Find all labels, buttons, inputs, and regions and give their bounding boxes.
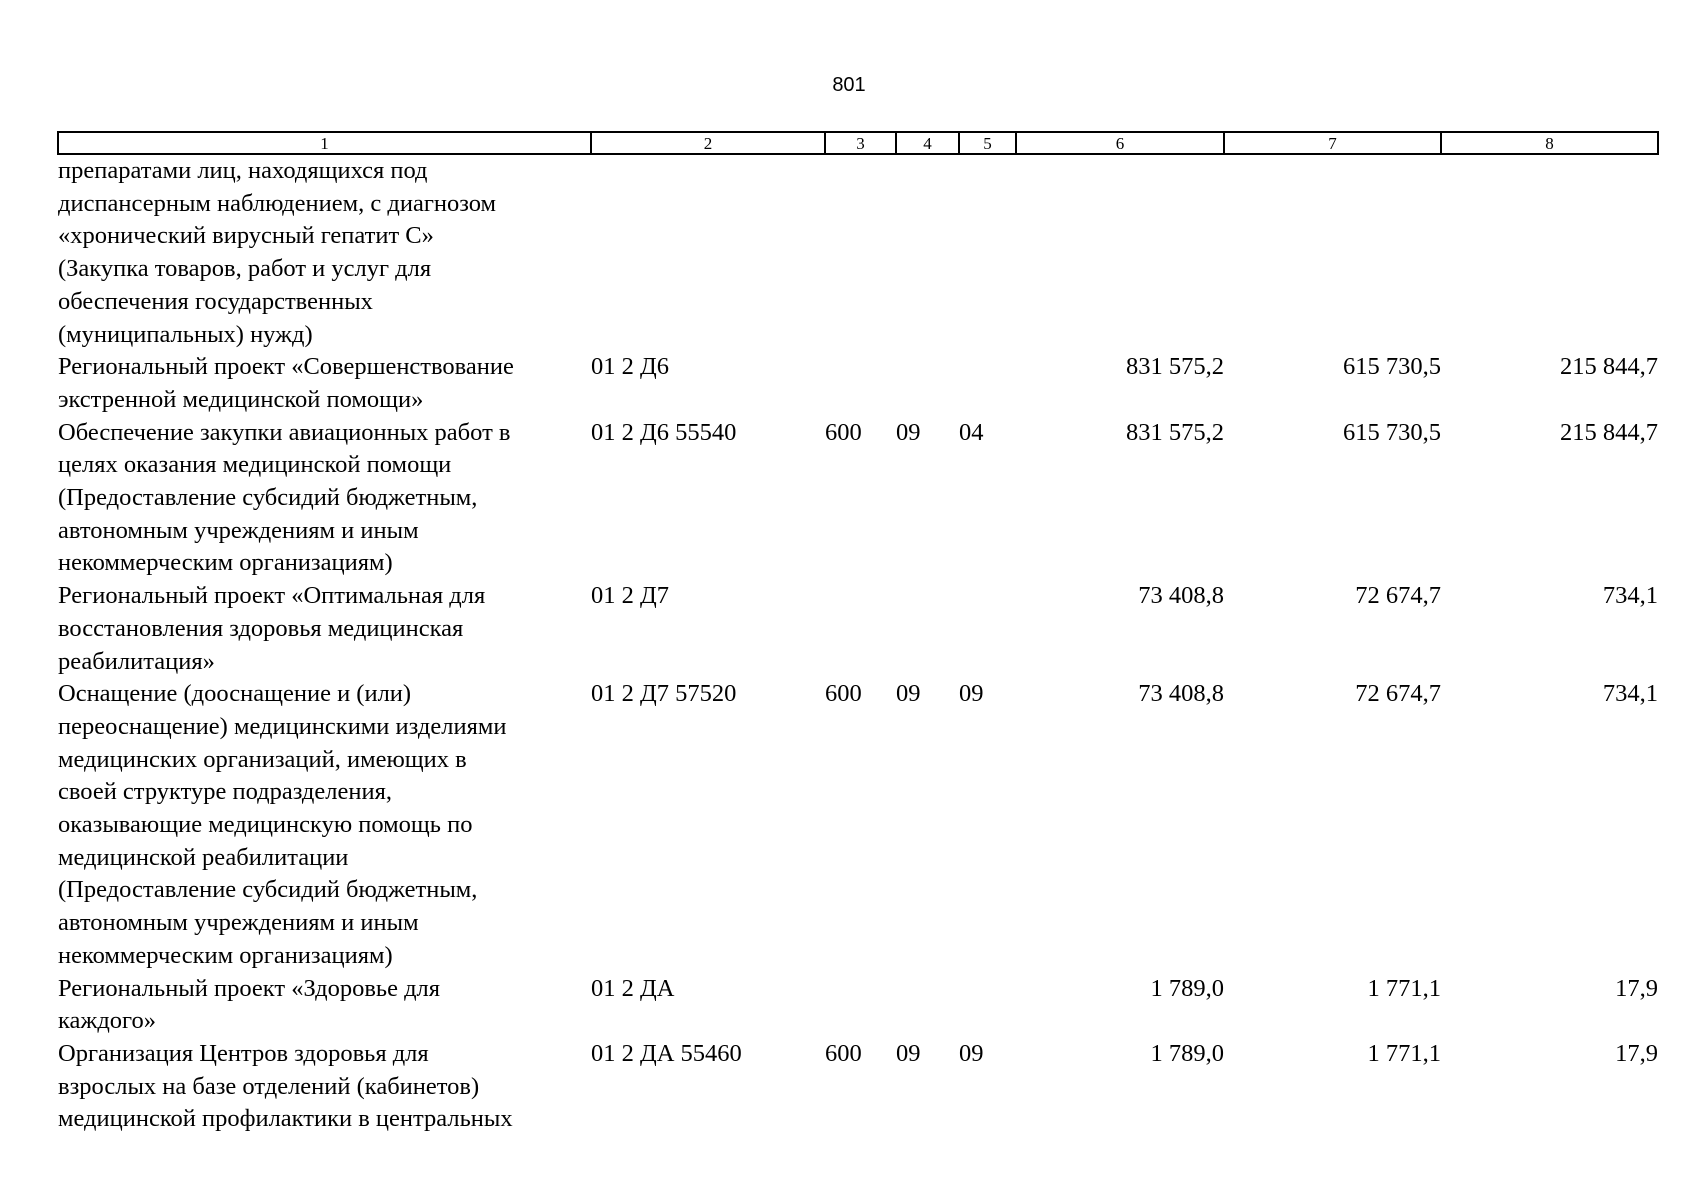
item-name: Региональный проект «Здоровье для каждого» xyxy=(58,974,441,1035)
amount-col-6: 73 408,8 xyxy=(1138,680,1224,708)
column-number: 6 xyxy=(1016,132,1224,154)
amount-col-7: 1 771,1 xyxy=(1367,974,1441,1002)
amount-col-6: 1 789,0 xyxy=(1150,1039,1224,1067)
item-name: препаратами лиц, находящихся под диспансерным наблюдением, с диагнозом «хронический вирусный гепатит С» (Закупка товаров, работ и услуг для обеспечения государственных (муниципальных) нужд) xyxy=(58,157,497,348)
target-article-code xyxy=(591,154,825,351)
section-code: 09 xyxy=(896,1039,921,1067)
expense-type-code: 600 xyxy=(825,418,862,446)
subsection-code xyxy=(959,580,1016,678)
subsection-code xyxy=(959,973,1016,1038)
target-article-code: 01 2 Д6 xyxy=(591,353,669,381)
column-number: 4 xyxy=(896,132,959,154)
subsection-code xyxy=(959,351,1016,416)
amount-col-8: 17,9 xyxy=(1615,974,1658,1002)
subsection-code xyxy=(959,154,1016,351)
amount-col-6 xyxy=(1016,154,1224,351)
amount-col-7 xyxy=(1224,154,1441,351)
expense-type-code xyxy=(825,154,896,351)
column-number: 2 xyxy=(591,132,825,154)
expense-type-code xyxy=(825,351,896,416)
column-number: 1 xyxy=(58,132,591,154)
section-code xyxy=(896,580,959,678)
table-row xyxy=(58,973,1658,1038)
subsection-code: 09 xyxy=(959,680,984,708)
amount-col-8: 215 844,7 xyxy=(1560,418,1658,446)
amount-col-6: 831 575,2 xyxy=(1126,418,1224,446)
item-name: Организация Центров здоровья для взрослых на базе отделений (кабинетов) медицинской профилактики в центральных xyxy=(58,1039,513,1133)
expense-type-code: 600 xyxy=(825,1039,862,1067)
section-code xyxy=(896,154,959,351)
target-article-code: 01 2 Д7 xyxy=(591,582,669,610)
amount-col-7: 72 674,7 xyxy=(1355,680,1441,708)
amount-col-7: 615 730,5 xyxy=(1343,353,1441,381)
column-number: 3 xyxy=(825,132,896,154)
section-code xyxy=(896,351,959,416)
item-name: Региональный проект «Совершенствование экстренной медицинской помощи» xyxy=(58,353,514,413)
column-number: 7 xyxy=(1224,132,1441,154)
target-article-code: 01 2 Д7 57520 xyxy=(591,680,737,708)
table-row xyxy=(58,417,1658,581)
expense-type-code xyxy=(825,973,896,1038)
section-code: 09 xyxy=(896,418,921,446)
amount-col-7: 615 730,5 xyxy=(1343,418,1441,446)
subsection-code: 04 xyxy=(959,418,984,446)
expense-type-code xyxy=(825,580,896,678)
subsection-code: 09 xyxy=(959,1039,984,1067)
amount-col-6: 831 575,2 xyxy=(1126,353,1224,381)
amount-col-8: 17,9 xyxy=(1615,1039,1658,1067)
expense-type-code: 600 xyxy=(825,680,862,708)
amount-col-8 xyxy=(1441,154,1658,351)
item-name: Оснащение (дооснащение и (или) переоснащение) медицинскими изделиями медицинских организаций, имеющих в своей структуре подразделения, оказывающие медицинскую помощь по медицинской реабилитации (Предоставление субсидий бюджетным, автономным учреждениям и иным некоммерческим организациям) xyxy=(58,680,507,969)
amount-col-6: 73 408,8 xyxy=(1138,582,1224,610)
column-number: 8 xyxy=(1441,132,1658,154)
item-name: Обеспечение закупки авиационных работ в целях оказания медицинской помощи (Предоставление субсидий бюджетным, автономным учреждениям и иным некоммерческим организациям) xyxy=(58,418,511,577)
table-row xyxy=(58,580,1658,678)
table-row xyxy=(58,678,1658,972)
target-article-code: 01 2 Д6 55540 xyxy=(591,418,737,446)
column-number: 5 xyxy=(959,132,1016,154)
table-row xyxy=(58,351,1658,416)
table-row xyxy=(58,154,1658,351)
column-number-header xyxy=(58,132,1658,154)
amount-col-8: 215 844,7 xyxy=(1560,353,1658,381)
section-code: 09 xyxy=(896,680,921,708)
page-number: 801 xyxy=(832,74,866,96)
amount-col-7: 1 771,1 xyxy=(1367,1039,1441,1067)
budget-table xyxy=(57,131,1659,1136)
target-article-code: 01 2 ДА 55460 xyxy=(591,1039,742,1067)
table-row xyxy=(58,1038,1658,1136)
amount-col-6: 1 789,0 xyxy=(1150,974,1224,1002)
item-name: Региональный проект «Оптимальная для восстановления здоровья медицинская реабилитация» xyxy=(58,582,486,675)
amount-col-7: 72 674,7 xyxy=(1355,582,1441,610)
amount-col-8: 734,1 xyxy=(1602,680,1658,708)
target-article-code: 01 2 ДА xyxy=(591,974,675,1002)
amount-col-8: 734,1 xyxy=(1602,582,1658,610)
section-code xyxy=(896,973,959,1038)
